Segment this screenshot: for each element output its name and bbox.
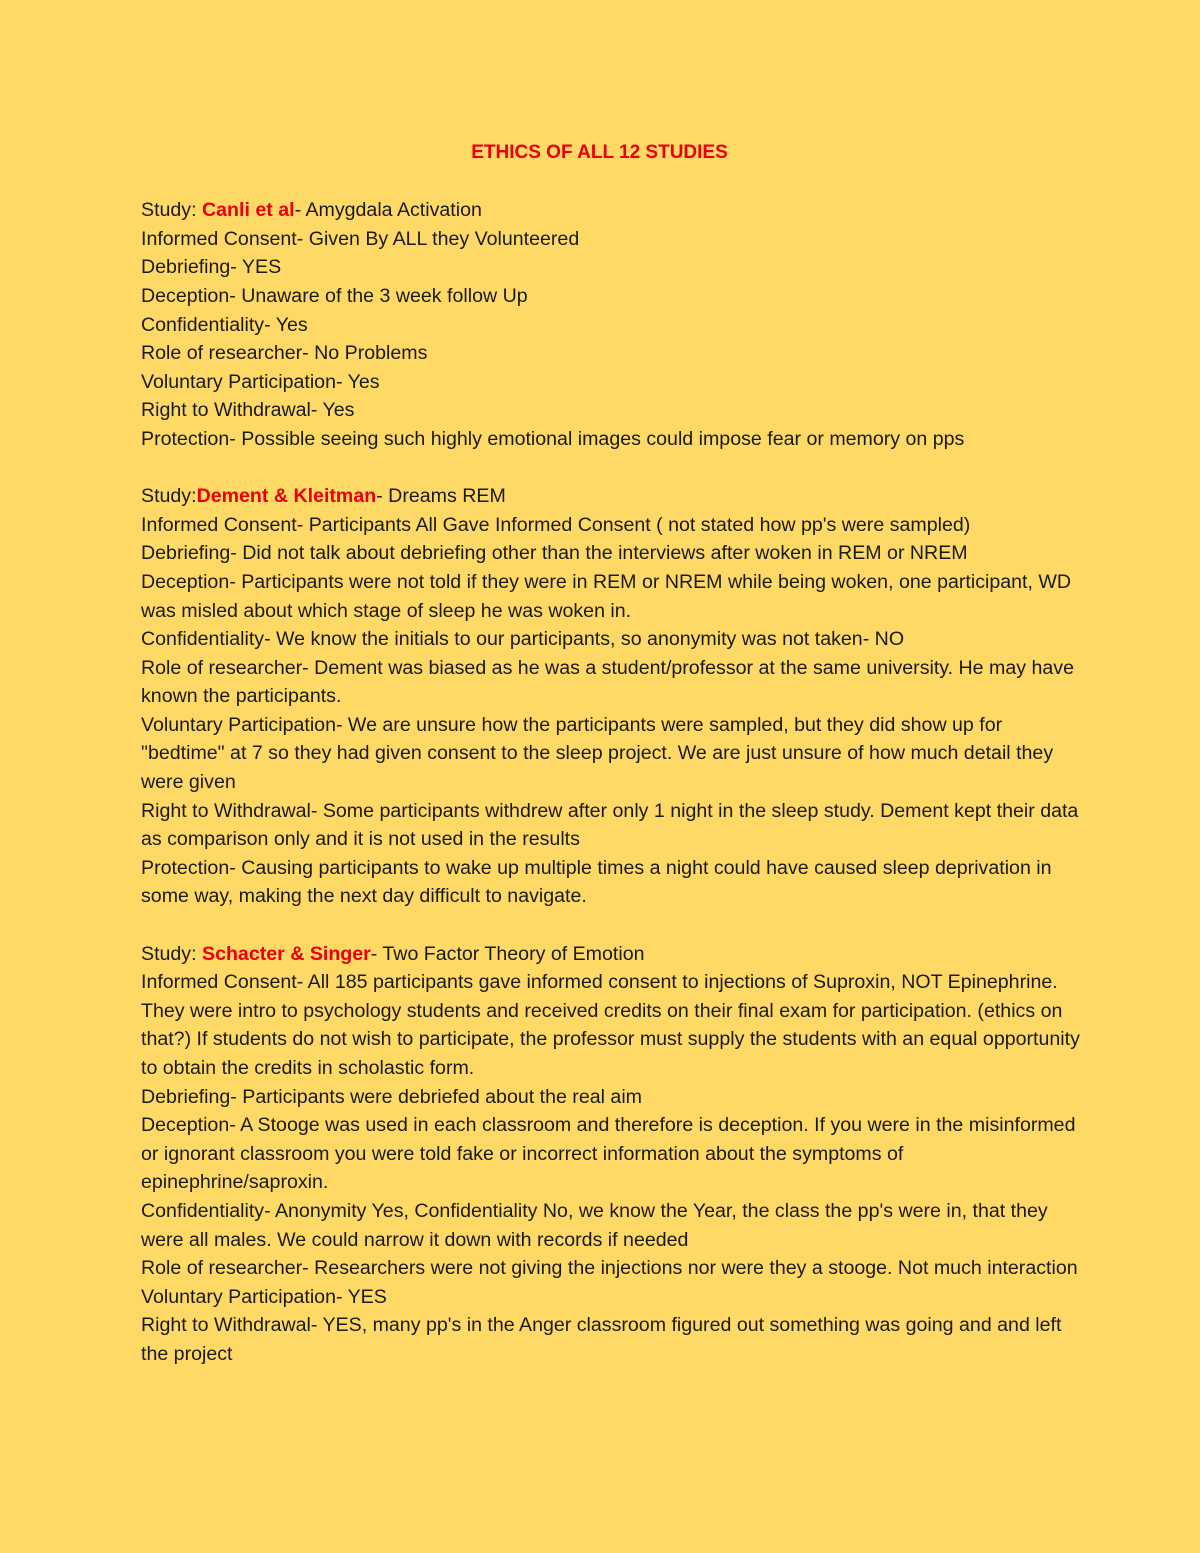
- study-line: Voluntary Participation- We are unsure how the participants were sampled, but they did show up for "bedtime" at 7 so they had given consent to the sleep project. We are just unsure of how much detail they were given: [141, 713, 1054, 794]
- study-line: Confidentiality- Yes: [141, 313, 308, 336]
- study-line: Right to Withdrawal- Yes: [141, 399, 355, 422]
- study-line: Deception- Unaware of the 3 week follow Up: [141, 284, 528, 307]
- study-line: Protection- Causing participants to wake up multiple times a night could have caused sleep deprivation in some way, making the next day difficult to navigate.: [141, 856, 1052, 908]
- study-block-dement-kleitman: [141, 482, 1080, 911]
- study-prefix: Study:: [141, 942, 202, 965]
- study-name: Canli et al: [202, 199, 295, 222]
- document-title: ETHICS OF ALL 12 STUDIES: [471, 142, 728, 163]
- study-heading: [141, 196, 1080, 225]
- study-line: Informed Consent- Given By ALL they Volunteered: [141, 227, 580, 250]
- study-line: Deception- Participants were not told if they were in REM or NREM while being woken, one participant, WD was misled about which stage of sleep he was woken in.: [141, 570, 1072, 622]
- study-line: Role of researcher- Researchers were not giving the injections nor were they a stooge. Not much interaction: [141, 1257, 1078, 1280]
- study-line: Right to Withdrawal- Some participants withdrew after only 1 night in the sleep study. Dement kept their data as comparison only and it is not used in the results: [141, 799, 1079, 851]
- study-line: Voluntary Participation- Yes: [141, 370, 380, 393]
- study-line: Debriefing- Participants were debriefed about the real aim: [141, 1085, 642, 1108]
- study-name: Dement & Kleitman: [196, 485, 377, 508]
- study-line: Role of researcher- No Problems: [141, 342, 428, 365]
- study-prefix: Study:: [141, 485, 197, 508]
- study-line: Confidentiality- We know the initials to our participants, so anonymity was not taken- NO: [141, 628, 905, 651]
- study-heading: [141, 940, 1080, 969]
- study-line: Role of researcher- Dement was biased as he was a student/professor at the same university. He may have known the participants.: [141, 656, 1074, 708]
- study-line: Right to Withdrawal- YES, many pp's in the Anger classroom figured out something was going and and left the project: [141, 1314, 1062, 1365]
- study-line: Protection- Possible seeing such highly emotional images could impose fear or memory on pps: [141, 427, 965, 450]
- study-heading: [141, 482, 1080, 511]
- study-line: Informed Consent- Participants All Gave Informed Consent ( not stated how pp's were sampled): [141, 513, 971, 536]
- study-line: Informed Consent- All 185 participants gave informed consent to injections of Suproxin, NOT Epinephrine. They were intro to psychology students and received credits on their final exam for participation. (ethics on that?) If students do not wish to participate, the professor must supply the students with an equal opportunity to obtain the credits in scholastic form.: [141, 971, 1080, 1079]
- study-topic: - Dreams REM: [376, 485, 506, 508]
- study-topic: - Amygdala Activation: [294, 199, 482, 222]
- study-line: Deception- A Stooge was used in each classroom and therefore is deception. If you were in the misinformed or ignorant classroom you were told fake or incorrect information about the symptoms of epinephrine/saproxin.: [141, 1114, 1076, 1194]
- study-line: Voluntary Participation- YES: [141, 1285, 387, 1308]
- study-line: Debriefing- YES: [141, 256, 282, 279]
- study-name: Schacter & Singer: [202, 942, 371, 965]
- study-line: Confidentiality- Anonymity Yes, Confidentiality No, we know the Year, the class the pp's were in, that they were all males. We could narrow it down with records if needed: [141, 1199, 1048, 1251]
- study-block-schacter-singer: [141, 940, 1080, 1369]
- study-prefix: Study:: [141, 199, 202, 222]
- study-line: Debriefing- Did not talk about debriefing other than the interviews after woken in REM or NREM: [141, 542, 968, 565]
- study-topic: - Two Factor Theory of Emotion: [370, 942, 645, 965]
- study-block-canli: [141, 196, 1080, 453]
